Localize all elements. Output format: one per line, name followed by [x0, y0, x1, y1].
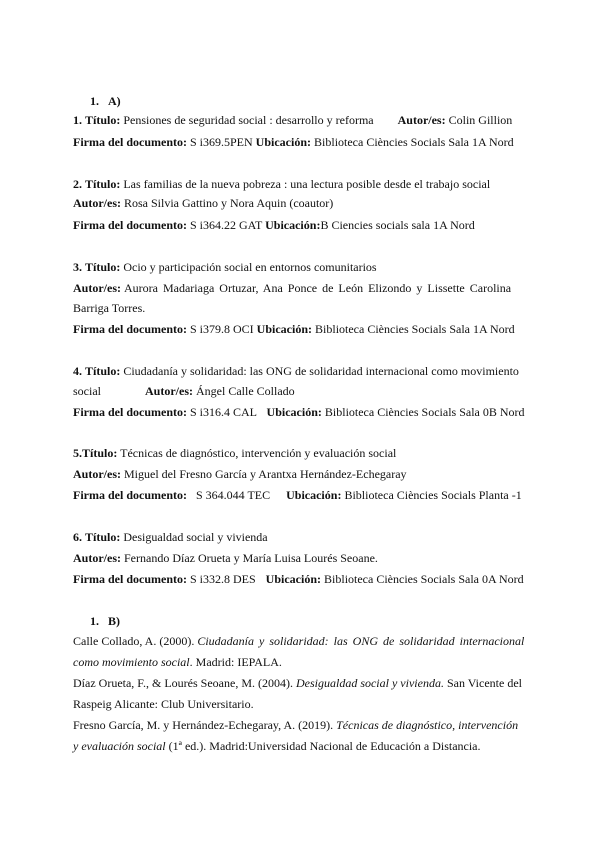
entry-4-title-part2: social	[73, 384, 101, 398]
entry-6-authors-line	[73, 551, 378, 566]
titulo-label: Título:	[85, 260, 121, 274]
ubicacion-label: Ubicación:	[286, 488, 342, 502]
ubicacion-label: Ubicación:	[266, 405, 322, 419]
entry-5-ubicacion: Biblioteca Ciències Socials Planta -1	[344, 488, 522, 502]
entry-3-authors-part1: Aurora Madariaga Ortuzar, Ana Ponce de León Elizondo y Lissette Carolina	[124, 281, 512, 295]
entry-6-number: 6.	[73, 530, 82, 544]
entry-4-title-line	[73, 364, 519, 379]
entry-2-firma: S i364.22 GAT	[189, 218, 263, 232]
reference-2-title: Desigualdad social y vivienda.	[295, 676, 444, 690]
autores-label: Autor/es:	[73, 551, 121, 565]
firma-label: Firma del documento:	[73, 135, 187, 149]
entry-6-title-line	[73, 530, 268, 545]
entry-1-ubicacion: Biblioteca Ciències Socials Sala 1A Nord	[314, 135, 514, 149]
autores-label: Autor/es:	[145, 384, 193, 398]
reference-1-authors: Calle Collado, A. (2000).	[73, 634, 195, 648]
entry-2-authors: Rosa Silvia Gattino y Nora Aquin (coautor)	[124, 196, 334, 210]
entry-5-number: 5.	[73, 446, 82, 460]
entry-1-title: Pensiones de seguridad social : desarrollo y reforma	[123, 113, 374, 127]
autores-label: Autor/es:	[73, 281, 121, 295]
entry-3-firma: S i379.8 OCI	[189, 322, 254, 336]
reference-3-publisher: (1ª ed.). Madrid:Universidad Nacional de Educación a Distancia.	[168, 739, 481, 753]
section-b-number: 1.	[90, 614, 99, 628]
reference-3-line-2	[73, 739, 481, 754]
titulo-label: Título:	[85, 364, 121, 378]
firma-label: Firma del documento:	[73, 405, 187, 419]
entry-5-firma: S 364.044 TEC	[195, 488, 271, 502]
entry-1-title-line	[73, 113, 512, 128]
reference-1-line-2	[73, 655, 282, 670]
autores-label: Autor/es:	[397, 113, 446, 127]
entry-2-ubicacion: B Ciencies socials sala 1A Nord	[320, 218, 475, 232]
section-b-label: B)	[108, 614, 120, 628]
entry-4-firma-line	[73, 405, 525, 420]
entry-2-authors-line	[73, 196, 333, 211]
reference-1-publisher: . Madrid: IEPALA.	[189, 655, 282, 669]
titulo-label: Título:	[85, 530, 121, 544]
reference-1-title: Ciudadanía y solidaridad: las ONG de solidaridad internacional	[197, 634, 525, 648]
reference-2-publisher: Raspeig Alicante: Club Universitario.	[73, 697, 254, 711]
entry-1-number: 1.	[73, 113, 82, 127]
entry-3-title: Ocio y participación social en entornos comunitarios	[123, 260, 377, 274]
reference-2-line-1	[73, 676, 522, 691]
entry-3-authors-part2: Barriga Torres.	[73, 301, 146, 315]
reference-3-line-1	[73, 718, 518, 733]
entry-6-firma: S i332.8 DES	[189, 572, 256, 586]
entry-4-ubicacion: Biblioteca Ciències Socials Sala 0B Nord	[324, 405, 525, 419]
entry-1-firma-line	[73, 135, 514, 150]
entry-4-title-part1: Ciudadanía y solidaridad: las ONG de solidaridad internacional como movimiento	[123, 364, 519, 378]
entry-4-authors: Ángel Calle Collado	[196, 384, 295, 398]
firma-label: Firma del documento:	[73, 488, 187, 502]
entry-4-authors-line	[73, 384, 295, 399]
entry-5-authors: Miguel del Fresno García y Arantxa Hernández-Echegaray	[124, 467, 407, 481]
entry-4-number: 4.	[73, 364, 82, 378]
reference-2-line-2	[73, 697, 254, 712]
entry-6-ubicacion: Biblioteca Ciències Socials Sala 0A Nord	[324, 572, 524, 586]
entry-2-title-line	[73, 177, 490, 192]
ubicacion-label: Ubicación:	[256, 322, 313, 336]
reference-1-title-cont: como movimiento social	[73, 655, 190, 669]
ubicacion-label: Ubicación:	[265, 572, 322, 586]
reference-3-title: Técnicas de diagnóstico, intervención	[336, 718, 519, 732]
titulo-label: Título:	[85, 113, 121, 127]
firma-label: Firma del documento:	[73, 218, 187, 232]
entry-3-number: 3.	[73, 260, 82, 274]
entry-2-title: Las familias de la nueva pobreza : una lectura posible desde el trabajo social	[123, 177, 491, 191]
entry-5-authors-line	[73, 467, 407, 482]
entry-2-firma-line	[73, 218, 475, 233]
entry-6-authors: Fernando Díaz Orueta y María Luisa Lourés Seoane.	[124, 551, 378, 565]
firma-label: Firma del documento:	[73, 322, 187, 336]
entry-3-ubicacion: Biblioteca Ciències Socials Sala 1A Nord	[315, 322, 515, 336]
section-a-number: 1.	[90, 94, 99, 108]
reference-1-line-1	[73, 634, 524, 649]
entry-3-authors-line	[73, 281, 511, 296]
reference-2-authors: Díaz Orueta, F., & Lourés Seoane, M. (2004).	[73, 676, 293, 690]
ubicacion-label: Ubicación:	[255, 135, 312, 149]
ubicacion-label: Ubicación:	[265, 218, 321, 232]
entry-3-firma-line	[73, 322, 515, 337]
entry-3-title-line	[73, 260, 377, 275]
entry-3-authors-line-2	[73, 301, 145, 316]
reference-3-authors: Fresno García, M. y Hernández-Echegaray, A. (2019).	[73, 718, 334, 732]
entry-5-title-line	[73, 446, 396, 461]
titulo-label: Título:	[82, 446, 118, 460]
titulo-label: Título:	[85, 177, 121, 191]
entry-2-number: 2.	[73, 177, 82, 191]
entry-1-authors: Colin Gillion	[448, 113, 513, 127]
reference-2-place: San Vicente del	[446, 676, 522, 690]
entry-6-firma-line	[73, 572, 524, 587]
entry-6-title: Desigualdad social y vivienda	[123, 530, 268, 544]
entry-1-firma: S i369.5PEN	[189, 135, 253, 149]
autores-label: Autor/es:	[73, 467, 121, 481]
entry-5-firma-line	[73, 488, 522, 503]
reference-3-title-cont: y evaluación social	[73, 739, 166, 753]
entry-5-title: Técnicas de diagnóstico, intervención y evaluación social	[120, 446, 397, 460]
autores-label: Autor/es:	[73, 196, 121, 210]
firma-label: Firma del documento:	[73, 572, 187, 586]
section-a-label: A)	[108, 94, 121, 108]
entry-4-firma: S i316.4 CAL	[189, 405, 257, 419]
